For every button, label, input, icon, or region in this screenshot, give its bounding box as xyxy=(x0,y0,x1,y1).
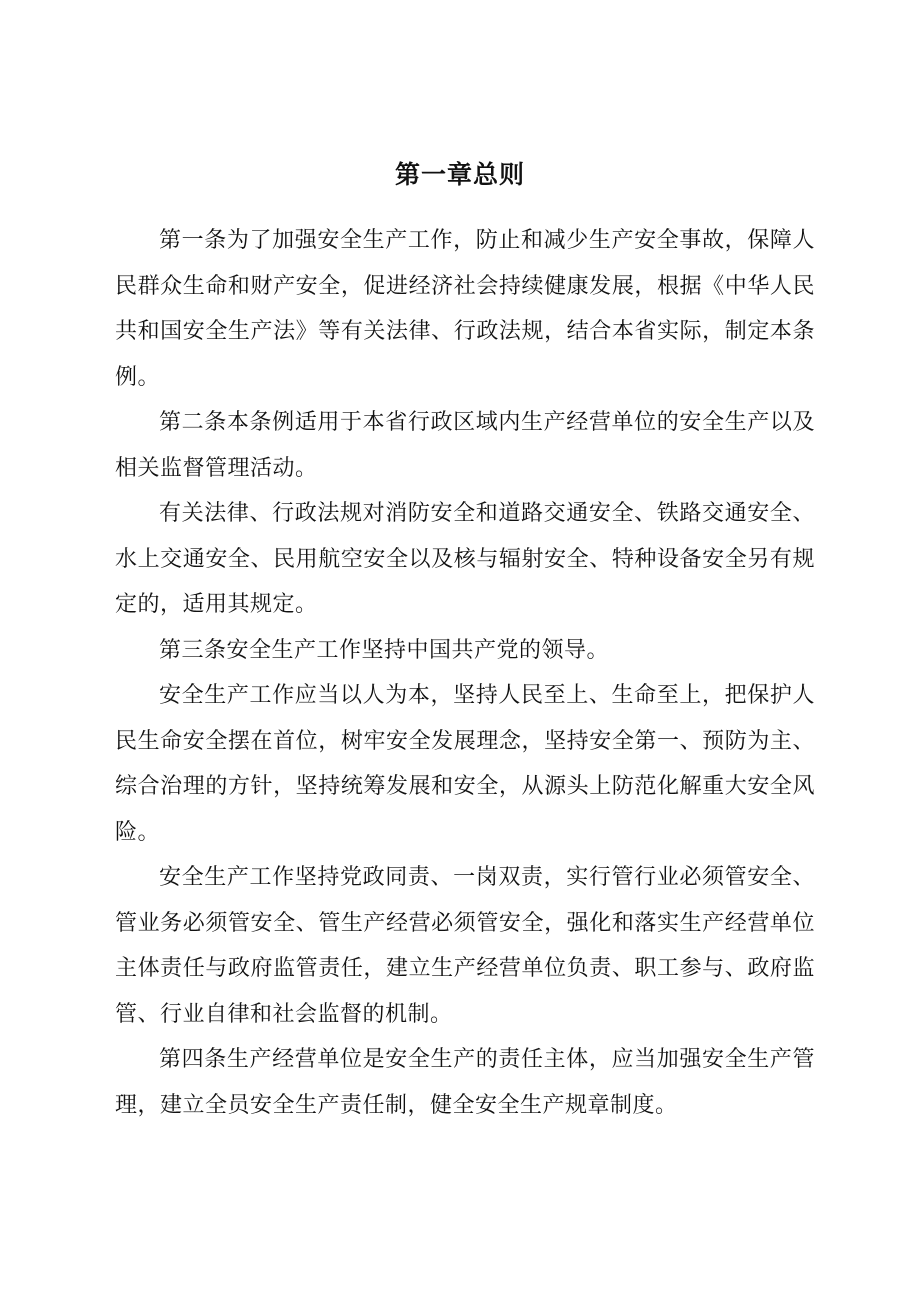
document-body xyxy=(115,218,815,1128)
paragraph-article-2-clause: 有关法律、行政法规对消防安全和道路交通安全、铁路交通安全、水上交通安全、民用航空安全以及核与辐射安全、特种设备安全另有规定的，适用其规定。 xyxy=(115,501,815,617)
paragraph-article-3: 第三条安全生产工作坚持中国共产党的领导。 xyxy=(159,637,610,663)
paragraph-article-2: 第二条本条例适用于本省行政区域内生产经营单位的安全生产以及相关监督管理活动。 xyxy=(115,410,815,481)
paragraph-article-4: 第四条生产经营单位是安全生产的责任主体，应当加强安全生产管理，建立全员安全生产责任制，健全安全生产规章制度。 xyxy=(115,1047,815,1118)
paragraph-article-3-clause-1: 安全生产工作应当以人为本，坚持人民至上、生命至上，把保护人民生命安全摆在首位，树牢安全发展理念，坚持安全第一、预防为主、综合治理的方针，坚持统筹发展和安全，从源头上防范化解重大安全风险。 xyxy=(115,683,815,845)
paragraph-article-3-clause-2: 安全生产工作坚持党政同责、一岗双责，实行管行业必须管安全、管业务必须管安全、管生产经营必须管安全，强化和落实生产经营单位主体责任与政府监管责任，建立生产经营单位负责、职工参与、政府监管、行业自律和社会监督的机制。 xyxy=(115,865,815,1027)
chapter-title: 第一章总则 xyxy=(394,160,525,189)
paragraph-article-1: 第一条为了加强安全生产工作，防止和减少生产安全事故，保障人民群众生命和财产安全，促进经济社会持续健康发展，根据《中华人民共和国安全生产法》等有关法律、行政法规，结合本省实际，制定本条例。 xyxy=(115,228,815,390)
